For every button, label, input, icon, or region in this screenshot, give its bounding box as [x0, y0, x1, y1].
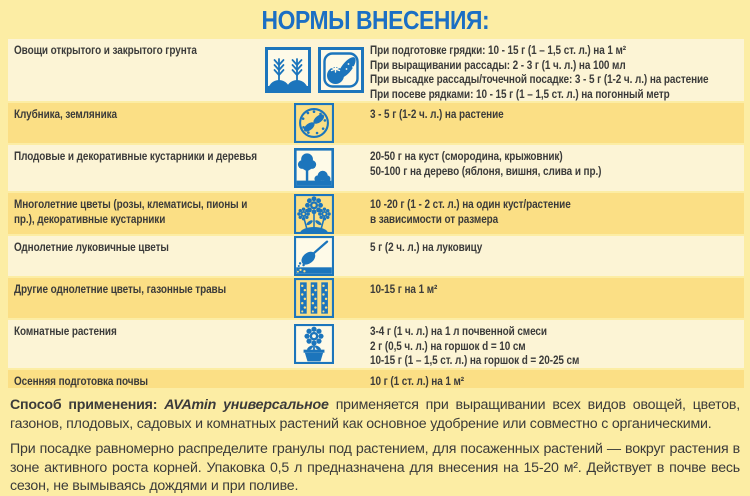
page-header: [0, 5, 750, 36]
crop-category-label: Плодовые и декоративные кустарники и деревья: [14, 149, 258, 163]
strawberry-icon: [294, 103, 334, 143]
dosage-cell: [370, 103, 750, 143]
product-name: AVAmin универсальное: [164, 397, 329, 413]
dosage-line: 5 г (2 ч. л.) на луковицу: [370, 240, 483, 254]
potted-plant-icon: [294, 324, 334, 364]
category-icons-cell: [258, 39, 370, 101]
dosage-text: [370, 149, 745, 178]
dosage-line: 2 г (0,5 ч. л.) на горшок d = 10 см: [370, 338, 526, 353]
crop-category-cell: [8, 145, 258, 191]
application-method-label: Способ применения:: [10, 397, 158, 413]
dosage-line: 10-15 г на 1 м²: [370, 282, 438, 296]
category-icons-cell: [258, 145, 370, 191]
table-row: [8, 370, 744, 389]
crop-category-cell: [8, 278, 258, 318]
dosage-cell: [370, 193, 750, 234]
category-icons-cell: [258, 320, 370, 368]
crop-category-label: Осенняя подготовка почвы: [14, 373, 148, 388]
application-rates-table: [8, 39, 744, 388]
perennial-flowers-icon: [294, 194, 334, 234]
category-icons-cell: [258, 193, 370, 234]
application-method-paragraph: [10, 396, 740, 433]
dosage-line: 20-50 г на куст (смородина, крыжовник): [370, 149, 563, 163]
dosage-line: При посеве рядками: 10 - 15 г (1 – 1,5 ст. л.) на погонный метр: [370, 86, 670, 101]
dosage-line: 10 -20 г (1 - 2 ст. л.) на один куст/растение: [370, 197, 571, 211]
vegetable-bed-icon: [265, 47, 311, 93]
table-row: [8, 39, 744, 101]
dosage-line: 3-4 г (1 ч. л.) на 1 л почвенной смеси: [370, 324, 547, 338]
dosage-line: 10 г (1 ст. л.) на 1 м²: [370, 373, 465, 388]
dosage-line: При подготовке грядки: 10 - 15 г (1 – 1,5 ст. л.) на 1 м²: [370, 43, 627, 57]
crop-category-label: Клубника, земляника: [14, 107, 117, 121]
application-method-text: применяется при выращивании всех видов овощей, цветов, газонов, плодовых, садовых и комнатных растений как основное удобрение или совместно с органическими.: [10, 397, 740, 432]
lawn-rows-icon: [294, 278, 334, 318]
dosage-cell: [370, 370, 750, 389]
dosage-text: [370, 240, 745, 255]
dosage-line: При выращивании рассады: 2 - 3 г (1 ч. л.) на 100 мл: [370, 57, 626, 72]
dosage-text: [370, 282, 745, 297]
dosage-line: При высадке рассады/точечной посадке: 3 - 5 г (1-2 ч. л.) на растение: [370, 72, 709, 86]
crop-category-label: Комнатные растения: [14, 324, 117, 338]
dosage-line: в зависимости от размера: [370, 211, 499, 226]
dosage-line: 50-100 г на дерево (яблоня, вишня, слива и пр.): [370, 163, 602, 178]
dosage-line: 10-15 г (1 – 1,5 ст. л.) на горшок d = 20-25 см: [370, 353, 580, 367]
table-row: [8, 278, 744, 318]
crop-category-cell: [8, 320, 258, 368]
tree-shrub-icon: [294, 148, 334, 188]
dosage-cell: [370, 145, 750, 191]
crop-category-cell: [8, 236, 258, 276]
category-icons-cell: [258, 236, 370, 276]
dosage-cell: [370, 278, 750, 318]
bulb-spoon-icon: [294, 236, 334, 276]
dosage-cell: [370, 236, 750, 276]
category-icons-cell: [258, 103, 370, 143]
crop-category-label: Другие однолетние цветы, газонные травы: [14, 282, 227, 296]
crop-category-cell: [8, 103, 258, 143]
dosage-text: [370, 43, 745, 101]
category-icons-cell: [258, 370, 370, 389]
tomato-cucumber-icon: [318, 47, 364, 93]
crop-category-cell: [8, 193, 258, 234]
crop-category-cell: [8, 39, 258, 101]
dosage-cell: [370, 320, 750, 368]
table-row: [8, 145, 744, 191]
crop-category-label: Однолетние луковичные цветы: [14, 240, 169, 254]
usage-note-paragraph: При посадке равномерно распределите гранулы под растением, для посаженных растений — вокруг растения в зоне активного роста корней. Упаковка 0,5 л предназначена для внесения на 15-20 м². Действует в почве весь сезон, не вымываясь дождями и при поливе.: [10, 441, 740, 494]
page-title: НОРМЫ ВНЕСЕНИЯ:: [261, 5, 489, 35]
dosage-text: [370, 197, 745, 226]
application-notes: [10, 396, 740, 496]
table-row: [8, 320, 744, 368]
dosage-text: [370, 324, 745, 368]
crop-category-cell: [8, 370, 258, 389]
table-row: [8, 103, 744, 143]
dosage-text: [370, 107, 745, 122]
crop-category-label: Овощи открытого и закрытого грунта: [14, 43, 197, 57]
dosage-cell: [370, 39, 750, 101]
table-row: [8, 193, 744, 234]
crop-category-label: Многолетние цветы (розы, клематисы, пионы и пр.), декоративные кустарники: [14, 197, 248, 226]
dosage-text: [370, 374, 745, 389]
category-icons-cell: [258, 278, 370, 318]
table-row: [8, 236, 744, 276]
dosage-line: 3 - 5 г (1-2 ч. л.) на растение: [370, 107, 504, 121]
